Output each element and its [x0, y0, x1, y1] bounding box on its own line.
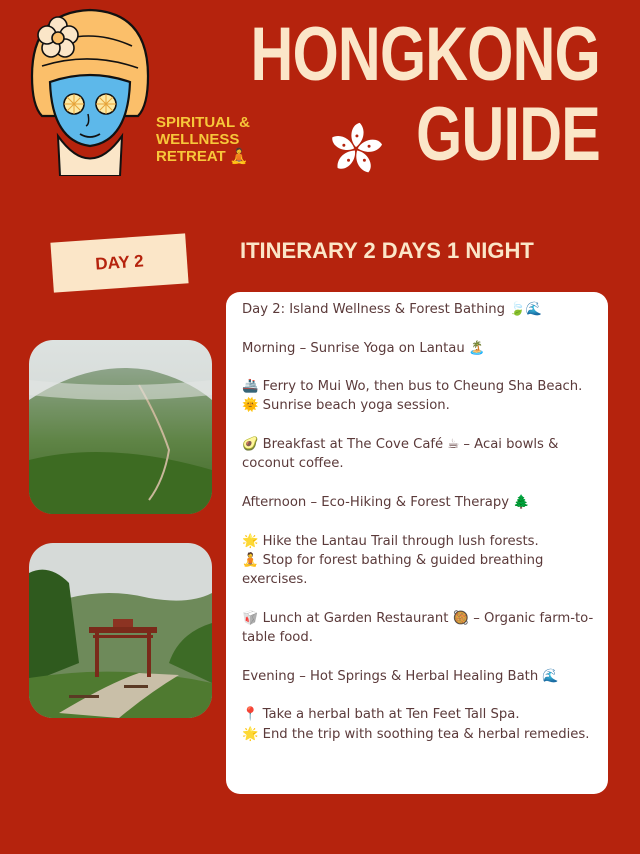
page-title	[251, 14, 600, 176]
itinerary-title: ITINERARY 2 DAYS 1 NIGHT	[240, 238, 534, 263]
itinerary-card	[226, 292, 608, 794]
spa-face-mask-illustration	[28, 6, 152, 176]
subtitle-line-2: WELLNESS	[156, 131, 240, 148]
afternoon-heading: Afternoon – Eco-Hiking & Forest Therapy 🌲	[242, 494, 530, 510]
title-line-1: HONGKONG	[250, 12, 600, 97]
afternoon-item-hike: 🌟 Hike the Lantau Trail through lush forests.	[242, 533, 539, 549]
day-heading: Day 2: Island Wellness & Forest Bathing 🍃🌊	[242, 302, 543, 317]
breakfast-item: 🥑 Breakfast at The Cove Café ☕ – Acai bowls & coconut coffee.	[242, 437, 559, 472]
morning-heading: Morning – Sunrise Yoga on Lantau 🏝️	[242, 340, 486, 356]
morning-item-ferry: 🚢 Ferry to Mui Wo, then bus to Cheung Sha Beach.	[242, 379, 583, 395]
day-tag	[50, 233, 188, 292]
day-tag-label: DAY 2	[94, 251, 145, 274]
mountain-photo	[29, 340, 212, 514]
title-line-2: GUIDE	[416, 92, 600, 177]
subtitle-line-1: SPIRITUAL &	[156, 114, 250, 131]
morning-item-yoga: 🌞 Sunrise beach yoga session.	[242, 398, 450, 414]
subtitle-line-3: RETREAT 🧘	[156, 148, 249, 165]
bauhinia-flower-icon	[328, 121, 384, 177]
trail-gate-photo	[29, 543, 212, 718]
lunch-item: 🥡 Lunch at Garden Restaurant 🥘 – Organic farm-to-table food.	[242, 610, 594, 646]
evening-item-tea: 🌟 End the trip with soothing tea & herbal remedies.	[242, 726, 590, 742]
retreat-subtitle	[156, 114, 250, 165]
afternoon-item-forest-bathing: 🧘 Stop for forest bathing & guided breathing exercises.	[242, 552, 544, 588]
evening-heading: Evening – Hot Springs & Herbal Healing Bath 🌊	[242, 668, 559, 684]
evening-item-herbal-bath: 📍 Take a herbal bath at Ten Feet Tall Spa.	[242, 707, 520, 723]
